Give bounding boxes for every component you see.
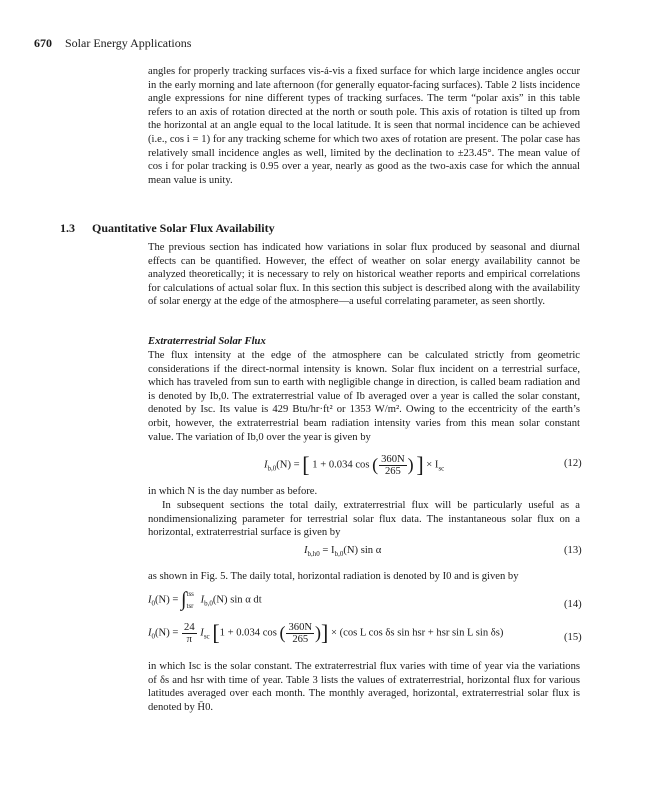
equation-14-number: (14)	[564, 599, 582, 610]
section-heading	[60, 221, 275, 236]
paragraph-section-intro: The previous section has indicated how variations in solar flux produced by seasonal and diurnal effects can be quantified. However, the effect of weather on solar energy availability cannot be analyzed theoretically; it is necessary to rely on historical weather reports and empirical correlations for calculations of actual solar flux. In this section this subject is described along with the availability of solar energy at the edge of the atmosphere—a useful correlating parameter, as seen shortly.	[148, 242, 580, 308]
equation-12-number: (12)	[564, 458, 582, 469]
paragraph-daily-total: as shown in Fig. 5. The daily total, horizontal radiation is denoted by I0 and is given by	[148, 571, 519, 582]
equation-15: $I_0(N)$ = $\frac{24}{\pi}$ $I_{sc}$ [1 + 0.034 cos ( $\frac{360N}{265}$ )] × (cos L cos δs sin hsr + hsr sin L sin δs)	[148, 620, 504, 645]
section-number: 1.3	[60, 221, 75, 235]
equation-12: $I_{b,0}(N)$ = [ 1 + 0.034 cos ( $\frac{360N}{265}$ ) ] × $I_{sc}$	[264, 452, 445, 477]
paragraph-extraterrestrial: The flux intensity at the edge of the atmosphere can be calculated strictly from geometric considerations if the direct-normal intensity is known. Solar flux incident on a terrestrial surface, which has traveled from sun to earth with negligible change in direction, is called beam radiation and is denoted by Ib,0. The extraterrestrial value of Ib averaged over a year is called the solar constant, denoted by Isc. Its value is 429 Btu/hr·ft² or 1353 W/m². Owing to the eccentricity of the earth’s orbit, however, the extraterrestrial beam radiation intensity varies from this mean solar constant value. The variation of Ib,0 over the year is given by	[148, 350, 580, 443]
paragraph-incidence-angles: angles for properly tracking surfaces vis-á-vis a fixed surface for which large incidence angles occur in the early morning and late afternoon (for generally equator-facing surfaces). Table 2 lists incidence angle expressions for nine different types of tracking surfaces. The term “polar axis” in this table refers to an axis of rotation directed at the north or south pole. This axis of rotation is tilted up from the horizontal at an angle equal to the local latitude. It is seen that normal incidence can be achieved (i.e., cos i = 1) for any tracking scheme for which two axes of rotation are present. The polar case has relatively small incidence angles as well, limited by the declination to ±23.45°. The mean value of cos i for polar tracking is 0.95 over a year, nearly as good as the two-axis case for which the annual mean value is unity.	[148, 66, 580, 186]
page-number: 670	[34, 36, 52, 50]
running-header	[34, 36, 191, 51]
equation-15-number: (15)	[564, 632, 582, 643]
equation-13-number: (13)	[564, 545, 582, 556]
paragraph-subsequent: In subsequent sections the total daily, extraterrestrial flux will be particularly useful as a nondimensionalizing parameter for terrestrial solar flux data. The instantaneous solar flux on a horizontal, extraterrestrial surface is given by	[148, 500, 580, 539]
section-title: Quantitative Solar Flux Availability	[92, 221, 275, 235]
running-title: Solar Energy Applications	[65, 36, 192, 50]
paragraph-solar-constant: in which Isc is the solar constant. The extraterrestrial flux varies with time of year via the variations of δs and hsr with time of year. Table 3 lists the values of extraterrestrial, horizontal flux for various latitudes averaged over each month. The monthly averaged, horizontal, extraterrestrial solar flux is denoted by H̄0.	[148, 661, 580, 713]
equation-13: $I_{b,h0} = I_{b,0}(N)$ sin α	[304, 545, 382, 559]
equation-14: $I_0(N)$ = ∫ tss tsr $I_{b,0}(N)$ sin α dt	[148, 588, 262, 611]
paragraph-day-number: in which N is the day number as before.	[148, 486, 318, 497]
subsection-title: Extraterrestrial Solar Flux	[148, 336, 266, 347]
